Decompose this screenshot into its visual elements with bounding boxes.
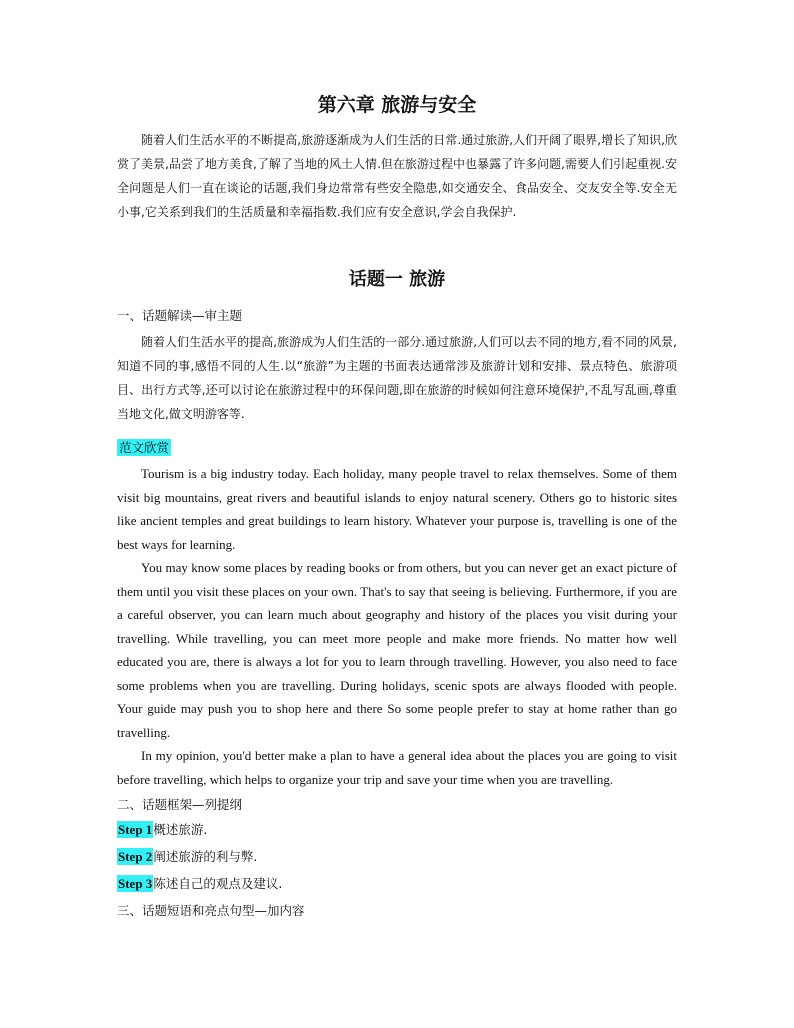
step-tag: Step 2	[118, 849, 153, 864]
section3-heading: 三、话题短语和亮点句型—加内容	[117, 903, 305, 918]
step-text: 阐述旅游的利与弊.	[153, 849, 258, 864]
step-tag: Step 3	[118, 876, 153, 891]
model-essay-label: 范文欣赏	[119, 440, 170, 455]
topic-title: 话题一 旅游	[348, 269, 446, 290]
section1-heading: 一、话题解读—审主题	[117, 308, 243, 323]
step-text: 陈述自己的观点及建议.	[153, 876, 283, 891]
intro-paragraph: 随着人们生活水平的不断提高,旅游逐渐成为人们生活的日常.通过旅游,人们开阔了眼界,增长了知识,欣赏了美景,品尝了地方美食,了解了当地的风土人情.但在旅游过程中也暴露了许多问题,需要人们引起重视.安全问题是人们一直在谈论的话题,我们身边常常有些安全隐患,如交通安全、食品安全、交友安全等.安全无小事,它关系到我们的生活质量和幸福指数.我们应有安全意识,学会自我保护.	[117, 133, 677, 219]
model-essay-label-row	[117, 438, 171, 458]
essay-paragraph-2: You may know some places by reading books or from others, but you can never get an exact picture of them until you visit these places on your own. That's to say that seeing is believing. Furthermore, if you are a careful observer, you can learn much about geography and history of the places you visit during your travelling. While travelling, you can meet more people and make more friends. No matter how well educated you are, there is always a lot for you to learn through travelling. However, you also need to face some problems when you are travelling. During holidays, scenic spots are always flooded with people. Your guide may push you to shop here and there So some people prefer to stay at home rather than go travelling.	[117, 560, 677, 740]
step-row	[117, 820, 207, 840]
step-tag: Step 1	[118, 822, 153, 837]
section1-paragraph: 随着人们生活水平的提高,旅游成为人们生活的一部分.通过旅游,人们可以去不同的地方,看不同的风景,知道不同的事,感悟不同的人生.以“旅游”为主题的书面表达通常涉及旅游计划和安排、景点特色、旅游项目、出行方式等,还可以讨论在旅游过程中的环保问题,即在旅游的时候如何注意环境保护,不乱写乱画,尊重当地文化,做文明游客等.	[117, 335, 677, 421]
section2-heading: 二、话题框架—列提纲	[117, 797, 243, 812]
step-row	[117, 874, 282, 894]
essay-paragraph-3: In my opinion, you'd better make a plan to have a general idea about the places you are going to visit before travelling, which helps to organize your trip and save your time when you are travelling.	[117, 748, 677, 787]
step-text: 概述旅游.	[153, 822, 208, 837]
step-row	[117, 847, 257, 867]
chapter-title: 第六章 旅游与安全	[317, 94, 477, 116]
essay-paragraph-1: Tourism is a big industry today. Each holiday, many people travel to relax themselves. Some of them visit big mountains, great rivers and beautiful islands to enjoy natural scenery. Others go to historic sites like ancient temples and great buildings to learn history. Whatever your purpose is, travelling is one of the best ways for learning.	[117, 466, 677, 552]
